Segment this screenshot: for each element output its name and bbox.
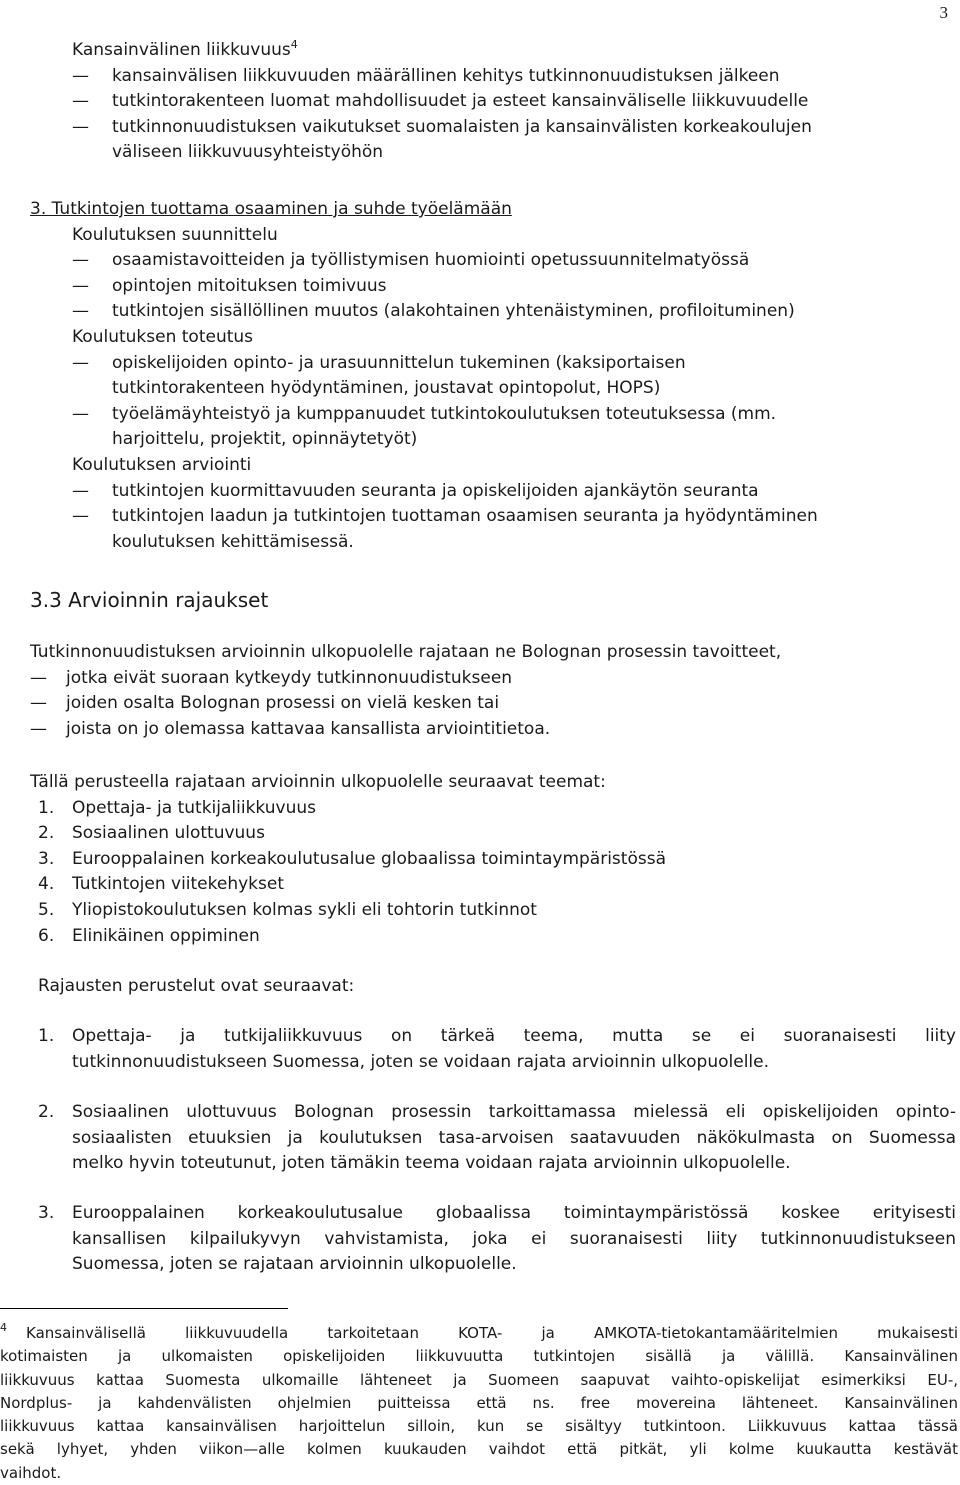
themes-intro: Tällä perusteella rajataan arvioinnin ulkopuolelle seuraavat teemat:	[30, 772, 606, 792]
theme-item-2: 2. Sosiaalinen ulottuvuus	[38, 823, 265, 844]
exclusions-intro: Tutkinnonuudistuksen arvioinnin ulkopuolelle rajataan ne Bolognan prosessin tavoitteet,	[30, 642, 782, 662]
implementation-item-1: — opiskelijoiden opinto- ja urasuunnittelun tukeminen (kaksiportaisen tutkintorakenteen hyödyntäminen, joustavat opintopolut, HOPS)	[72, 352, 686, 399]
reason-2-line-2: sosiaalisten etuuksien ja koulutuksen tasa-arvoisen saatavuuden näkökulmasta on Suomessa	[72, 1127, 956, 1148]
theme-item-1: 1. Opettaja- ja tutkijaliikkuvuus	[38, 797, 316, 818]
footnote-line-5: liikkuvuus kattaa kansainvälisen harjoittelun silloin, kun se sisältyy tutkintoon. Liikkuvuus kattaa tässä	[0, 1417, 958, 1436]
theme-item-4: 4. Tutkintojen viitekehykset	[38, 874, 285, 895]
implementation-heading: Koulutuksen toteutus	[72, 326, 254, 347]
footnote	[0, 1322, 958, 1485]
planning-item-2: — opintojen mitoituksen toimivuus	[72, 275, 387, 296]
planning-item-1: — osaamistavoitteiden ja työllistymisen huomiointi opetussuunnitelmatyössä	[72, 250, 750, 271]
reason-2-number: 2.	[38, 1102, 55, 1122]
theme-item-5: 5. Yliopistokoulutuksen kolmas sykli eli tohtorin tutkinnot	[38, 899, 537, 920]
reason-2-line-1: Sosiaalinen ulottuvuus Bolognan prosessin tarkoittamassa mielessä eli opiskelijoiden opinto-	[72, 1102, 956, 1122]
evaluation-item-1: — tutkintojen kuormittavuuden seuranta ja opiskelijoiden ajankäytön seuranta	[72, 480, 759, 501]
implementation-item-2: — työelämäyhteistyö ja kumppanuudet tutkintokoulutuksen toteutuksessa (mm. harjoittelu, projektit, opinnäytetyöt)	[72, 403, 777, 450]
exclusions-intro-block	[30, 640, 930, 742]
reason-3-number: 3.	[38, 1203, 55, 1223]
reason-1-line-1: Opettaja- ja tutkijaliikkuvuus on tärkeä teema, mutta se ei suoranaisesti liity	[72, 1026, 956, 1046]
page-number: 3	[939, 3, 948, 22]
theme-item-3: 3. Eurooppalainen korkeakoulutusalue globaalissa toimintaympäristössä	[38, 848, 666, 869]
section-3-heading: 3. Tutkintojen tuottama osaaminen ja suhde työelämään	[30, 199, 512, 219]
exclusion-item-3: — joista on jo olemassa kattavaa kansallista arviointitietoa.	[30, 718, 551, 739]
reason-3-line-1: Eurooppalainen korkeakoulutusalue globaalissa toimintaympäristössä koskee erityisesti	[72, 1203, 956, 1223]
reason-2-line-3: melko hyvin toteutunut, joten tämäkin teema voidaan rajata arvioinnin ulkopuolelle.	[72, 1153, 791, 1174]
footnote-line-7: vaihdot.	[0, 1463, 62, 1482]
reason-3-line-3: Suomessa, joten se rajataan arvioinnin ulkopuolelle.	[72, 1254, 517, 1275]
evaluation-heading: Koulutuksen arviointi	[72, 454, 252, 475]
reason-1-number: 1.	[38, 1026, 55, 1046]
footnote-line-4: Nordplus- ja kahdenvälisten ohjelmien puitteissa että ns. free movereina lähteneet. Kansainvälinen	[0, 1393, 958, 1412]
reason-3-line-2: kansallisen kilpailukyvyn vahvistamista, joka ei suoranaisesti liity tutkinnonuudistukseen	[72, 1228, 956, 1249]
reason-2	[38, 1100, 956, 1177]
reason-1-line-2: tutkinnonuudistukseen Suomessa, joten se voidaan rajata arvioinnin ulkopuolelle.	[72, 1051, 770, 1072]
exclusion-item-1: — jotka eivät suoraan kytkeydy tutkinnonuudistukseen	[30, 667, 513, 688]
footnote-line-1: Kansainvälisellä liikkuvuudella tarkoitetaan KOTA- ja AMKOTA-tietokantamääritelmien mukaisesti	[26, 1324, 958, 1342]
reasons-intro: Rajausten perustelut ovat seuraavat:	[38, 976, 355, 996]
mobility-heading: Kansainvälinen liikkuvuus$^4$	[72, 38, 298, 60]
footnote-separator	[0, 1308, 288, 1309]
mobility-item-1: — kansainvälisen liikkuvuuden määrällinen kehitys tutkinnonuudistuksen jälkeen	[72, 65, 780, 86]
footnote-ref: 4	[290, 38, 298, 51]
section-3-3-heading: 3.3 Arvioinnin rajaukset	[30, 588, 269, 612]
planning-item-3: — tutkintojen sisällöllinen muutos (alakohtainen yhtenäistyminen, profiloituminen)	[72, 301, 795, 322]
mobility-item-3: — tutkinnonuudistuksen vaikutukset suomalaisten ja kansainvälisten korkeakoulujen väliseen liikkuvuusyhteistyöhön	[72, 116, 812, 163]
reason-1	[38, 1024, 956, 1075]
mobility-section	[72, 38, 932, 166]
mobility-item-2: — tutkintorakenteen luomat mahdollisuudet ja esteet kansainväliselle liikkuvuudelle	[72, 91, 809, 112]
theme-item-6: 6. Elinikäinen oppiminen	[38, 925, 260, 946]
footnote-line-3: liikkuvuus kattaa Suomesta ulkomaille lähteneet ja Suomeen saapuvat vaihto-opiskelijat esimerkiksi EU-,	[0, 1370, 958, 1389]
footnote-line-6: sekä lyhyet, yhden viikon—alle kolmen kuukauden vaihdot että pitkät, yli kolme kuukautta kestävät	[0, 1440, 958, 1459]
evaluation-item-2: — tutkintojen laadun ja tutkintojen tuottaman osaamisen seuranta ja hyödyntäminen koulutuksen kehittämisessä.	[72, 506, 818, 552]
footnote-line-2: kotimaisten ja ulkomaisten opiskelijoiden liikkuvuutta tutkintojen sisällä ja välillä. Kansainvälinen	[0, 1347, 958, 1366]
exclusion-item-2: — joiden osalta Bolognan prosessi on vielä kesken tai	[30, 693, 500, 714]
reason-3	[38, 1201, 956, 1278]
footnote-marker: 4	[0, 1321, 7, 1334]
planning-heading: Koulutuksen suunnittelu	[72, 224, 278, 245]
section-3	[30, 197, 942, 555]
themes-block	[30, 770, 930, 949]
